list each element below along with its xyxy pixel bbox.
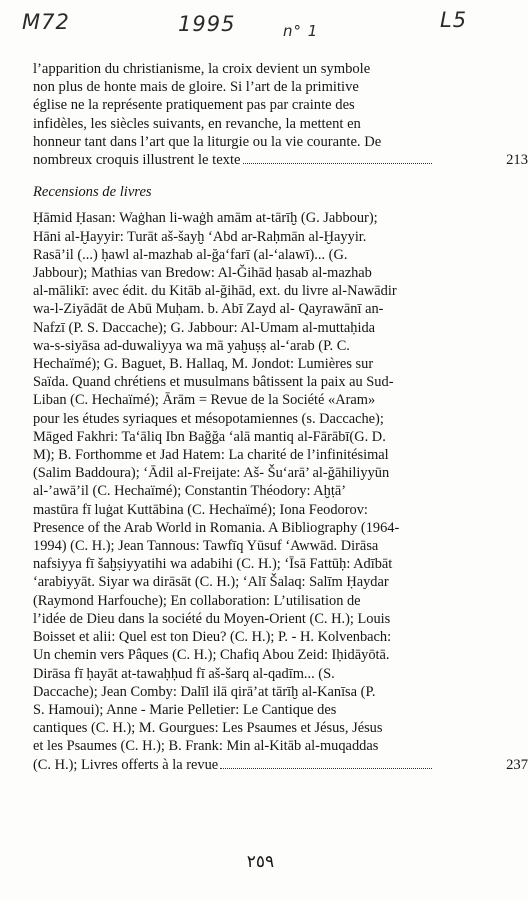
page-body: [33, 60, 528, 774]
review-line: Presence of the Arab World in Romania. A Bibliography (1964-: [33, 519, 400, 536]
page-number: 213: [506, 152, 528, 169]
review-line: (Raymond Harfouche); En collaboration: L’utilisation de: [33, 592, 361, 609]
handwritten-mark: L5: [440, 8, 468, 32]
handwritten-year: 1995: [178, 12, 236, 36]
review-line: Dirāsa fī ḥayāt at-tawaḥḥud fī aš-šarq al-qadīm... (S.: [33, 665, 335, 682]
review-line: Hechaïmé); G. Baguet, B. Hallaq, M. Jondot: Lumières sur: [33, 356, 374, 373]
review-line: mastūra fī luġat Kuttābina (C. Hechaïmé); Iona Feodorov:: [33, 501, 368, 518]
review-line: Hāni al-Ḫayyir: Turāt aš-šayḫ ‘Abd ar-Raḥmān al-Ḫayyir.: [33, 228, 367, 245]
handwritten-code: M72: [22, 10, 70, 34]
review-line: cantiques (C. H.); M. Gourgues: Les Psaumes et Jésus, Jésus: [33, 720, 383, 737]
review-line: Jabbour); Mathias van Bredow: Al-Ğihād ḥasab al-mazhab: [33, 265, 372, 282]
review-line: Rasā’il (...) ḥawl al-mazhab al-ğa‘farī (al-‘alawī)... (G.: [33, 246, 348, 263]
review-line: (Salim Baddoura); ‘Ādil al-Freijate: Aš- Šu‘arā’ al-ğāhiliyyūn: [33, 465, 390, 482]
page-folio: ٢٥٩: [246, 852, 275, 871]
review-line: al-mālikī: avec édit. du Kitāb al-ğihād, ext. du livre al-Nawādir: [33, 283, 397, 300]
review-line: Nafzī (P. S. Daccache); G. Jabbour: Al-Umam al-muttaḥida: [33, 319, 376, 336]
dot-leader: [243, 163, 432, 164]
dot-leader: [220, 768, 432, 769]
review-line: wa-l-Ziyādāt de Abū Muḥam. b. Abī Zayd al- Qayrawānī an-: [33, 301, 384, 318]
review-line: Ḥāmid Ḥasan: Waġhan li-waġh amām at-tārīḫ (G. Jabbour);: [33, 210, 378, 227]
intro-line: honneur tant dans l’art que la liturgie ou la vie courante. De: [33, 133, 382, 150]
review-line: Māged Fakhri: Ta‘āliq Ibn Bağğa ‘alā mantiq al-Fārābī(G. D.: [33, 428, 386, 445]
review-line: et les Psaumes (C. H.); B. Frank: Min al-Kitāb al-muqaddas: [33, 738, 379, 755]
review-line: Liban (C. Hechaïmé); Ārām = Revue de la Société «Aram»: [33, 392, 376, 409]
review-line: l’idée de Dieu dans la société du Moyen-Orient (C. H.); Louis: [33, 610, 391, 627]
handwritten-number: n° 1: [283, 22, 319, 40]
reviews-last-line: (C. H.); Livres offerts à la revue: [33, 756, 219, 773]
intro-line: non plus de honte mais de gloire. Si l’art de la primitive: [33, 79, 359, 96]
intro-paragraph: [33, 60, 528, 169]
intro-last-line: nombreux croquis illustrent le texte: [33, 152, 241, 169]
intro-line: l’apparition du christianisme, la croix devient un symbole: [33, 61, 371, 77]
review-line: S. Hamoui); Anne - Marie Pelletier: Le Cantique des: [33, 701, 337, 718]
review-line: al-’awā’il (C. Hechaïmé); Constantin Théodory: Aḫṭā’: [33, 483, 347, 500]
review-line: 1994) (C. H.); Jean Tannous: Tawfīq Yūsuf ‘Awwād. Dirāsa: [33, 538, 379, 555]
review-line: pour les études syriaques et mésopotamiennes (s. Daccache);: [33, 410, 384, 427]
review-line: Daccache); Jean Comby: Dalīl ilā qirā’at tārīḫ al-Kanīsa (P.: [33, 683, 376, 700]
review-line: Un chemin vers Pâques (C. H.); Chafiq Abou Zeid: Iḥidāyōtā.: [33, 647, 390, 664]
reviews-entry-line: [33, 756, 528, 774]
review-line: Boisset et alii: Quel est ton Dieu? (C. H.); P. - H. Kolvenbach:: [33, 629, 392, 646]
review-line: ‘arabiyyāt. Siyar wa dirāsāt (C. H.); ‘Alī Šalaq: Salīm Ḥaydar: [33, 574, 389, 591]
intro-line: infidèles, les siècles suivants, en revanche, la mettent en: [33, 115, 361, 132]
reviews-paragraph: [33, 209, 528, 773]
intro-entry-line: [33, 151, 528, 169]
page-number: 237: [506, 756, 528, 773]
section-heading: Recensions de livres: [33, 184, 152, 201]
review-line: wa-s-siyāsa ad-duwaliyya wa mā yaḫuṣṣ al-‘arab (P. C.: [33, 337, 350, 354]
intro-line: église ne la représente pratiquement pas par crainte des: [33, 97, 355, 114]
review-line: nafsiyya fī šaḫṣiyyatihi wa adabihi (C. H.); ‘Īsā Fattūḥ: Adībāt: [33, 556, 393, 573]
review-line: M); B. Forthomme et Jad Hatem: La charité de l’infinitésimal: [33, 447, 389, 464]
review-line: Saïda. Quand chrétiens et musulmans bâtissent la paix au Sud-: [33, 374, 394, 391]
